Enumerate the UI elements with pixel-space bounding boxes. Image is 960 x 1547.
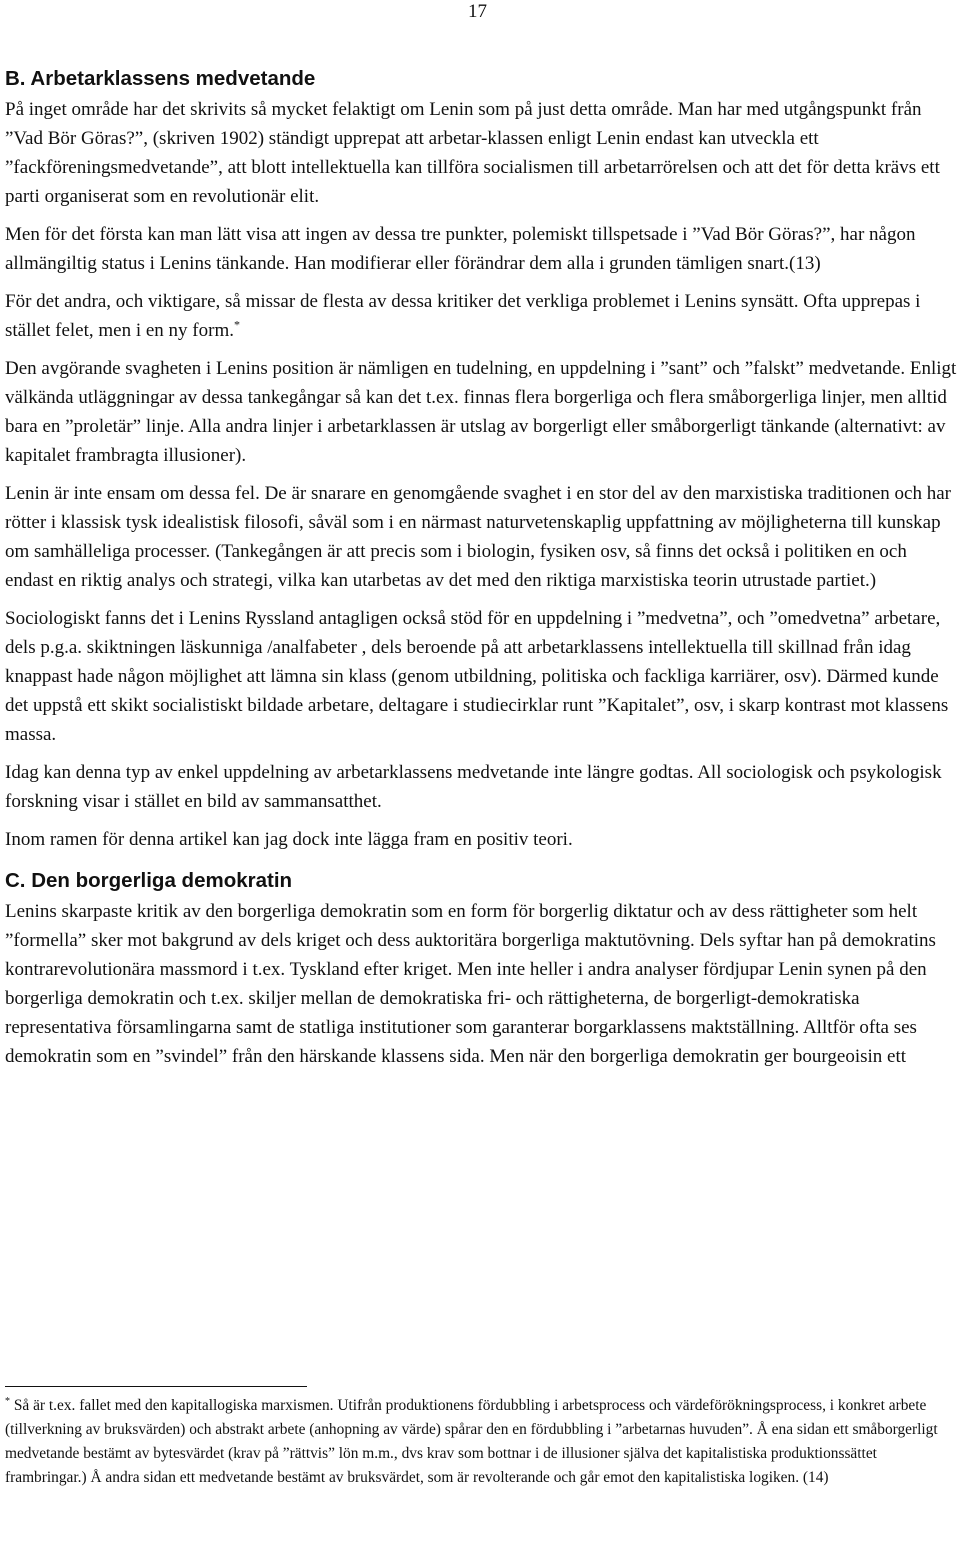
paragraph-b7: Idag kan denna typ av enkel uppdelning av arbetarklassens medvetande inte längre godtas. All sociologisk och psykologisk forskning visar i stället en bild av sammansatthet.: [5, 762, 942, 812]
footnote-divider: [5, 1386, 307, 1387]
section-heading-b: B. Arbetarklassens medvetande: [5, 67, 316, 90]
paragraph-b5: Lenin är inte ensam om dessa fel. De är snarare en genomgående svaghet i en stor del av den marxistiska traditionen och har rötter i klassisk tysk idealistisk filosofi, såväl som i en närmast naturvetenskaplig uppfattning av möjligheterna till kunskap om samhälleliga processer. (Tankegången är att precis som i biologin, fysiken osv, så finns det också i politiken en och endast en riktig analys och strategi, vilka kan utarbetas av det med den riktiga marxistiska teorin utrustade partiet.): [5, 483, 951, 591]
paragraph-b1: På inget område har det skrivits så mycket felaktigt om Lenin som på just detta område. Man har med utgångspunkt från ”Vad Bör Göras?”, (skriven 1902) ständigt upprepat att arbetar-klassen enligt Lenin endast kan utveckla ett ”fackföreningsmedvetande”, att blott intellektuella kan tillföra socialismen till arbetarrörelsen och att det för detta krävs ett parti organiserat som en revolutionär elit.: [5, 99, 940, 207]
paragraph-b8: Inom ramen för denna artikel kan jag dock inte lägga fram en positiv teori.: [5, 829, 573, 850]
paragraph-c1: Lenins skarpaste kritik av den borgerliga demokratin som en form för borgerlig diktatur och av dess rättigheter som helt ”formella” sker mot bakgrund av dels kriget och dess auktoritära borgerliga maktutövning. Dels syftar han på demokratins kontrarevolutionära massmord i t.ex. Tyskland efter kriget. Men inte heller i andra analyser fördjupar Lenin synen på den borgerliga demokratin och t.ex. skiljer mellan de demokratiska fri- och rättigheterna, de borgerligt-demokratiska representativa församlingarna samt de statliga institutioner som garanterar borgarklassens maktställning. Alltför ofta ses demokratin som en ”svindel” från den härskande klassens sida. Men när den borgerliga demokratin ger bourgeoisin ett: [5, 901, 936, 1067]
footnote-text: Så är t.ex. fallet med den kapitallogiska marxismen. Utifrån produktionens fördubbling i arbetsprocess och värdeförökningsprocess, i konkret arbete (tillverkning av bruksvärden) och abstrakt arbete (anhopning av värde) spårar den en fördubbling i ”arbetarnas huvuden”. Å ena sidan ett småborgerligt medvetande bestämt av bytesvärdet (krav på ”rättvis” lön m.m., dvs krav som bottnar i de illusioner själva det kapitalistiska produktionssättet frambringar.) Å andra sidan ett medvetande bestämt av bruksvärdet, som är revolterande och går emot den kapitalistiska logiken. (14): [5, 1397, 938, 1486]
paragraph-b4: Den avgörande svagheten i Lenins position är nämligen en tudelning, en uppdelning i ”sant” och ”falskt” medvetande. Enligt välkända utläggningar av dessa tankegångar så kan det t.ex. finnas flera borgerliga och flera småborgerliga linjer, men alltid bara en ”proletär” linje. Alla andra linjer i arbetarklassen är utslag av borgerligt eller småborgerligt tänkande (alternativt: av kapitalet frambragta illusioner).: [5, 358, 957, 466]
footnote: [5, 1394, 955, 1490]
paragraph-b6: Sociologiskt fanns det i Lenins Ryssland antagligen också stöd för en uppdelning i ”medvetna”, och ”omedvetna” arbetare, dels p.g.a. skiktningen läskunniga /analfabeter , dels beroende på att arbetarklassens intellektuella till skillnad från idag knappast hade någon möjlighet att lämna sin klass (genom utbildning, politiska och fackliga karriärer, osv). Därmed kunde det uppstå ett skikt socialistiskt bildade arbetare, deltagare i studiecirklar runt ”Kapitalet”, osv, i skarp kontrast mot klassens massa.: [5, 608, 949, 745]
document-body: [5, 66, 957, 1080]
footnote-marker-bottom: *: [5, 1395, 10, 1407]
footnote-marker: *: [233, 317, 240, 332]
paragraph-b3-text: För det andra, och viktigare, så missar de flesta av dessa kritiker det verkliga problemet i Lenins synsätt. Ofta upprepas i stället felet, men i en ny form.: [5, 291, 921, 341]
paragraph-b3: [5, 287, 957, 345]
paragraph-b2: Men för det första kan man lätt visa att ingen av dessa tre punkter, polemiskt tillspetsade i ”Vad Bör Göras?”, har någon allmängiltig status i Lenins tänkande. Han modifierar eller förändrar dem alla i grunden tämligen snart.(13): [5, 224, 916, 274]
section-heading-c: C. Den borgerliga demokratin: [5, 869, 293, 892]
page-number: 17: [468, 1, 487, 22]
